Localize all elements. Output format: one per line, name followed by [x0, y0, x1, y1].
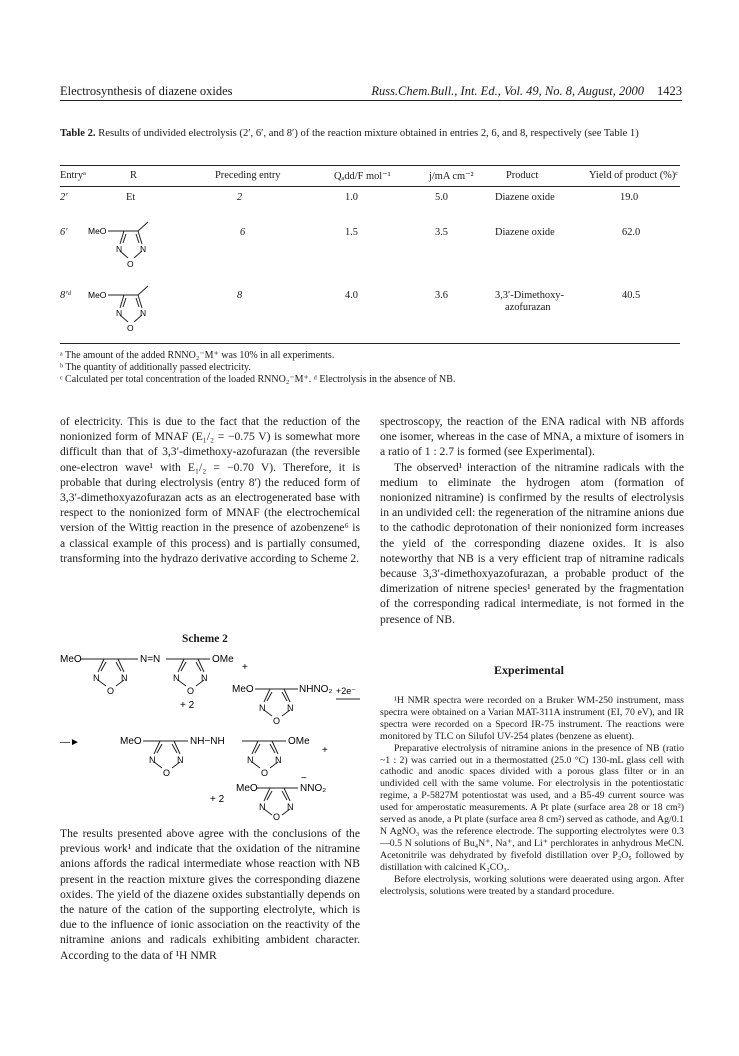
table-cell-q: 4.0: [345, 290, 358, 301]
header-journal: Russ.Chem.Bull., Int. Ed., Vol. 49, No. 8, August, 2000: [371, 84, 644, 98]
anion-charge: −: [301, 773, 307, 784]
ring-n-label: N: [121, 673, 128, 683]
table-cell-yield: 40.5: [622, 290, 641, 301]
table-cell-product: Diazene oxide: [495, 227, 555, 238]
ring-n-label: N: [259, 802, 266, 812]
ring-o-label: O: [187, 686, 195, 696]
table-top-rule: [60, 165, 680, 166]
scheme-title: Scheme 2: [182, 633, 228, 645]
nno2-label: NNO₂: [300, 783, 327, 794]
col-header-yield: Yield of product (%)ᶜ: [589, 170, 678, 181]
footnote-c: ᶜ Calculated per total concentration of the loaded RNNO₂⁻M⁺. ᵈ Electrolysis in the absence of NB.: [60, 374, 456, 385]
ome-label: OMe: [288, 736, 310, 747]
col-header-q: Qₐdd/F mol⁻¹: [334, 171, 391, 182]
col-header-r: R: [130, 170, 137, 181]
table-header-rule: [60, 186, 680, 187]
table-cell-j: 5.0: [435, 192, 448, 203]
footnote-b: ᵇ The quantity of additionally passed electricity.: [60, 362, 251, 373]
right-column-text: [380, 414, 684, 627]
ring-o-label: O: [273, 716, 281, 726]
azo-label: N=N: [140, 654, 161, 665]
ring-n-label: N: [116, 244, 123, 254]
table-cell-yield: 19.0: [620, 192, 639, 203]
ring-n-label: N: [140, 308, 147, 318]
left-column-text-2: [60, 826, 360, 963]
meo-label: MeO: [236, 783, 258, 794]
ring-o-label: O: [273, 812, 281, 820]
ring-n-label: N: [177, 755, 184, 765]
table-cell-j: 3.5: [435, 227, 448, 238]
coefficient-label: + 2: [180, 700, 195, 711]
ring-o-label: O: [127, 259, 134, 269]
table-cell-yield: 62.0: [622, 227, 641, 238]
col-header-j: j/mA cm⁻²: [429, 171, 474, 182]
ring-n-label: N: [259, 703, 266, 713]
ring-n-label: N: [173, 673, 180, 683]
ring-n-label: N: [140, 244, 147, 254]
ring-o-label: O: [107, 686, 115, 696]
reaction-arrow: —►: [60, 737, 80, 748]
experimental-heading: Experimental: [494, 663, 564, 677]
paragraph: ¹H NMR spectra were recorded on a Bruker WM-250 instrument, mass spectra were obtained on a Varian MAT-311A instrument (EI, 70 eV), and IR spectra were recorded on a Specord IR-75 instrument. The reactions were monitored by TLC on Silufol UV-254 plates (benzene as eluent).: [380, 695, 684, 742]
plus-sign: +: [242, 662, 248, 673]
table-cell-product: azofurazan: [505, 302, 551, 313]
col-header-preceding-entry: Preceding entry: [215, 170, 281, 181]
ring-n-label: N: [149, 755, 156, 765]
table-cell-preceding: 6: [240, 227, 246, 238]
table-caption: [60, 127, 680, 140]
paragraph: Before electrolysis, working solutions were deaerated using argon. After electrolysis, solutions were treated by a standard procedure.: [380, 873, 684, 897]
table-cell-product: 3,3′-Dimethoxy-: [495, 290, 564, 301]
footnote-a: ᵃ The amount of the added RNNO₂⁻M⁺ was 10% in all experiments.: [60, 350, 335, 361]
paragraph: spectroscopy, the reaction of the ENA radical with NB affords one isomer, whereas in the case of MNA, a mixture of isomers in a ratio of 1 : 2.7 is formed (see Experimental).: [380, 415, 684, 459]
furazan-structure: [86, 282, 166, 338]
table-cell-entry: 8′ᵈ: [60, 290, 71, 301]
electrons-label: +2e⁻: [336, 686, 357, 696]
ring-o-label: O: [163, 768, 171, 778]
paragraph: Preparative electrolysis of nitramine anions in the presence of NB (ratio ~1 : 2) was carried out in a thermostatted (25.0 °C) 130-mL glass cell with cathodic and anodic spaces divided with a porous glass filter or in an undivided cell with the same volume. For electrolysis in the potentiostatic regime, a P-5827M potentiostat was used, and a B5-49 current source was used for amperostatic measurements. A Pt plate (surface area 28 or 18 cm²) served as anode, a Pt plate (surface area 8 cm²) served as cathode, and Ag/0.1 N AgNO₃ was the reference electrode. The supporting electrolytes were 0.3—0.5 N solutions of Bu₄N⁺, Na⁺, and Li⁺ perchlorates in anhydrous MeCN. Acetonitrile was dehydrated by fivefold distillation over P₂O₅ followed by distillation with calcined K₂CO₃.: [380, 742, 684, 873]
meo-label: MeO: [60, 654, 82, 665]
table-cell-preceding: 2: [237, 192, 243, 203]
left-column-text: [60, 414, 360, 566]
meo-label: MeO: [88, 290, 107, 300]
header-title: Electrosynthesis of diazene oxides: [60, 84, 233, 98]
header-rule: [60, 100, 682, 101]
plus-sign: +: [322, 745, 328, 756]
paragraph: The observed¹ interaction of the nitramine radicals with the medium to eliminate the hydrogen atom (formation of nonionized nitramine) is confirmed by the results of electrolysis in an undivided cell: the regeneration of the nitramine anions due to the cathodic deprotonation of their nonionized form increases the yield of the corresponding diazene oxides. It is also noteworthy that NB is a very efficient trap of nitramine radicals because 3,3′-dimethoxyazofurazan, a probable product of the dimerization of nitrene species¹ generated by the fragmentation of the corresponding radical intermediate, is not formed in the presence of NB.: [380, 460, 684, 626]
experimental-section: [380, 695, 684, 897]
meo-label: MeO: [88, 226, 107, 236]
ring-n-label: N: [247, 755, 254, 765]
table-cell-product: Diazene oxide: [495, 192, 555, 203]
ring-o-label: O: [261, 768, 269, 778]
nhno2-label: NHNO₂: [299, 684, 333, 695]
ring-n-label: N: [93, 673, 100, 683]
ring-n-label: N: [275, 755, 282, 765]
table-cell-r: Et: [126, 192, 136, 203]
col-header-entry: Entryᵃ: [60, 170, 86, 181]
table-cell-j: 3.6: [435, 290, 448, 301]
paragraph: The results presented above agree with the conclusions of the previous work¹ and indicate that the oxidation of the nitramine anions affords the radical intermediate whose reaction with NB present in the reaction mixture gives the corresponding diazene oxides. The yield of the diazene oxides substantially depends on the nature of the cation of the supporting electrolyte, which is due to the influence of ionic association on the reactivity of the nitramine anions and radicals exhibiting ambident character. According to the data of ¹H NMR: [60, 827, 360, 962]
ome-label: OMe: [212, 654, 234, 665]
meo-label: MeO: [232, 684, 254, 695]
ring-n-label: N: [287, 802, 294, 812]
table-caption-label: Table 2.: [60, 128, 96, 139]
ring-n-label: N: [287, 703, 294, 713]
meo-label: MeO: [120, 736, 142, 747]
paragraph: of electricity. This is due to the fact that the reduction of the nonionized form of MNAF (E₁/₂ = −0.75 V) is somewhat more difficult than that of 3,3′-dimethoxy-azofurazan (the reversible one-electron wave¹ with E₁/₂ = −0.70 V). Therefore, it is probable that during electrolysis (entry 8′) the reduced form of 3,3′-dimethoxyazofurazan acts as an electrogenerated base with respect to the nonionized form of MNAF (the electrochemical version of the Wittig reaction in the presence of azobenzene⁶ is a classical example of this process) and is partially consumed, transforming into the hydrazo derivative according to Scheme 2.: [60, 415, 360, 565]
coefficient-label: + 2: [210, 794, 225, 805]
table-caption-text: Results of undivided electrolysis (2′, 6′, and 8′) of the reaction mixture obtained in entries 2, 6, and 8, respectively (see Table 1): [98, 128, 639, 139]
header-page-number: 1423: [657, 84, 682, 98]
table-cell-preceding: 8: [237, 290, 243, 301]
ring-o-label: O: [127, 323, 134, 333]
table-cell-q: 1.0: [345, 192, 358, 203]
furazan-structure: [86, 218, 166, 274]
ring-n-label: N: [116, 308, 123, 318]
ring-n-label: N: [201, 673, 208, 683]
table-bottom-rule: [60, 343, 680, 344]
table-cell-entry: 2′: [60, 192, 68, 203]
table-cell-entry: 6′: [60, 227, 68, 238]
table-cell-q: 1.5: [345, 227, 358, 238]
hydrazo-label: NH−NH: [190, 736, 225, 747]
col-header-product: Product: [506, 170, 539, 181]
scheme-2-diagram: [60, 650, 360, 820]
